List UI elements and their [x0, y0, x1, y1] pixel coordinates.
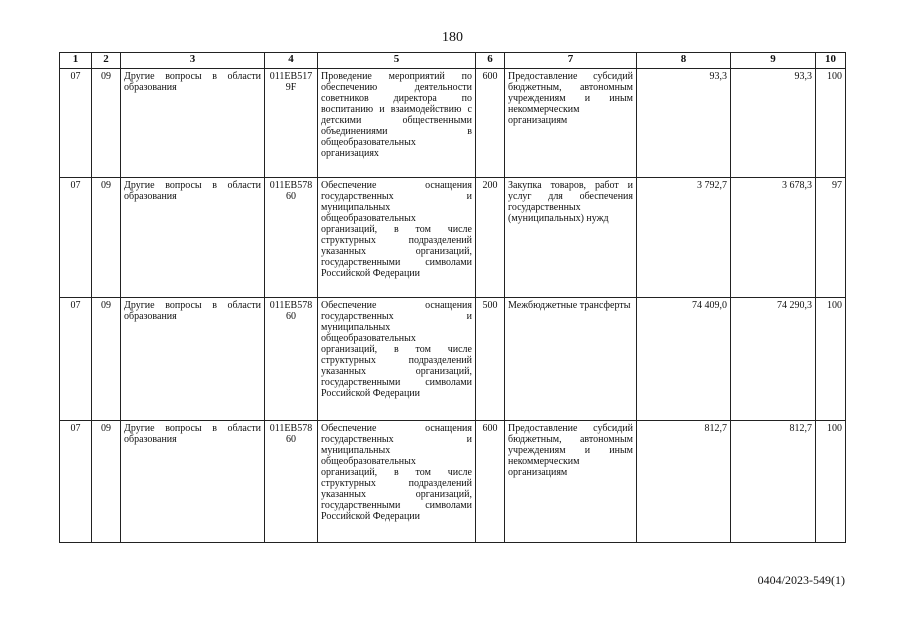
expense-type-code: 600 — [476, 69, 505, 178]
executed-amount: 3 678,3 — [731, 178, 816, 298]
expense-type-code: 500 — [476, 298, 505, 421]
target-article-code: 011EB5179F — [265, 69, 318, 178]
header-cell: 4 — [265, 53, 318, 69]
subsection-code: 09 — [92, 421, 121, 543]
header-row — [60, 53, 846, 69]
section-code: 07 — [60, 178, 92, 298]
executed-amount: 74 290,3 — [731, 298, 816, 421]
execution-percent: 97 — [816, 178, 846, 298]
expense-type-code: 200 — [476, 178, 505, 298]
target-article-code: 011EB57860 — [265, 421, 318, 543]
expense-type-name: Межбюджетные трансферты — [505, 298, 637, 421]
table-row — [60, 178, 846, 298]
target-article-code: 011EB57860 — [265, 178, 318, 298]
target-article-name: Обеспечение оснащения государственных и муниципальных общеобразовательных организаций, в том числе структурных подразделений указанных организаций, государственными символами Российской Федерации — [318, 298, 476, 421]
planned-amount: 3 792,7 — [637, 178, 731, 298]
document-number: 0404/2023-549(1) — [757, 573, 845, 587]
subsection-name: Другие вопросы в области образования — [121, 298, 265, 421]
planned-amount: 74 409,0 — [637, 298, 731, 421]
planned-amount: 93,3 — [637, 69, 731, 178]
planned-amount: 812,7 — [637, 421, 731, 543]
section-code: 07 — [60, 421, 92, 543]
subsection-code: 09 — [92, 298, 121, 421]
header-cell: 5 — [318, 53, 476, 69]
section-code: 07 — [60, 298, 92, 421]
target-article-name: Обеспечение оснащения государственных и муниципальных общеобразовательных организаций, в том числе структурных подразделений указанных организаций, государственными символами Российской Федерации — [318, 421, 476, 543]
subsection-code: 09 — [92, 178, 121, 298]
execution-percent: 100 — [816, 298, 846, 421]
execution-percent: 100 — [816, 69, 846, 178]
expense-type-name: Предоставление субсидий бюджетным, автономным учреждениям и иным некоммерческим организациям — [505, 69, 637, 178]
header-cell: 10 — [816, 53, 846, 69]
table-row — [60, 298, 846, 421]
header-cell: 6 — [476, 53, 505, 69]
section-code: 07 — [60, 69, 92, 178]
subsection-name: Другие вопросы в области образования — [121, 178, 265, 298]
target-article-name: Обеспечение оснащения государственных и муниципальных общеобразовательных организаций, в том числе структурных подразделений указанных организаций, государственными символами Российской Федерации — [318, 178, 476, 298]
expense-type-name: Предоставление субсидий бюджетным, автономным учреждениям и иным некоммерческим организациям — [505, 421, 637, 543]
page-number: 180 — [442, 30, 463, 45]
header-cell: 8 — [637, 53, 731, 69]
header-cell: 2 — [92, 53, 121, 69]
table-row — [60, 421, 846, 543]
subsection-code: 09 — [92, 69, 121, 178]
header-cell: 9 — [731, 53, 816, 69]
header-cell: 1 — [60, 53, 92, 69]
header-cell: 7 — [505, 53, 637, 69]
subsection-name: Другие вопросы в области образования — [121, 69, 265, 178]
budget-execution-table — [59, 52, 846, 543]
target-article-name: Проведение мероприятий по обеспечению деятельности советников директора по воспитанию и взаимодействию с детскими общественными объединениями в общеобразовательных организациях — [318, 69, 476, 178]
header-cell: 3 — [121, 53, 265, 69]
executed-amount: 812,7 — [731, 421, 816, 543]
executed-amount: 93,3 — [731, 69, 816, 178]
target-article-code: 011EB57860 — [265, 298, 318, 421]
subsection-name: Другие вопросы в области образования — [121, 421, 265, 543]
execution-percent: 100 — [816, 421, 846, 543]
expense-type-name: Закупка товаров, работ и услуг для обеспечения государственных (муниципальных) нужд — [505, 178, 637, 298]
table-row — [60, 69, 846, 178]
expense-type-code: 600 — [476, 421, 505, 543]
